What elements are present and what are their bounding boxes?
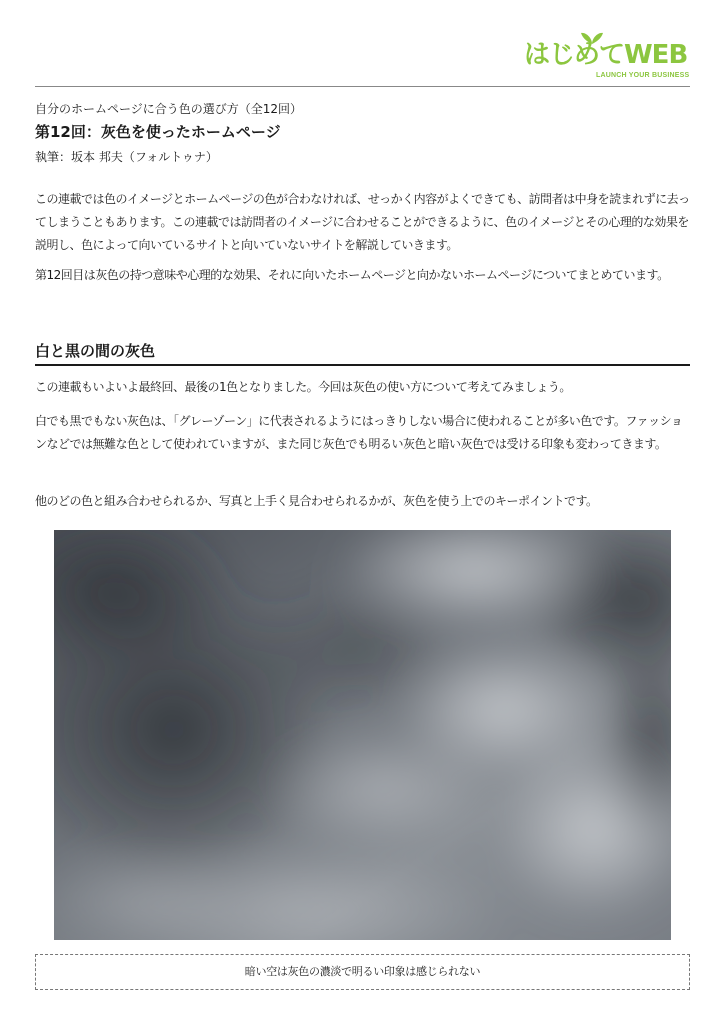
section-paragraph-3: 他のどの色と組み合わせられるか、写真と上手く見合わせられるかが、灰色を使う上でのキーポイントです。 [35,494,598,508]
logo-wordmark: はじめてWEB [524,40,688,70]
figure-caption-box [35,954,690,990]
logo-tagline: LAUNCH YOUR BUSINESS [596,72,690,79]
series-title: 自分のホームページに合う色の選び方（全12回） [35,102,303,116]
intro-paragraph-1: この連載では色のイメージとホームページの色が合わなければ、せっかく内容がよくできても、訪問者は中身を読まれずに去ってしまうこともあります。この連載では訪問者のイメージに合わせることができるように、色のイメージとその心理的な効果を説明し、色によって向いているサイトと向いていないサイトを解説していきます。 [35,192,690,252]
section-paragraph-2: 白でも黒でもない灰色は、「グレーゾーン」に代表されるようにはっきりしない場合に使われることが多い色です。ファッションなどでは無難な色として使われていますが、また同じ灰色でも明るい灰色と暗い灰色では受ける印象も変わってきます。 [35,414,683,451]
author-line: 執筆：坂本 邦夫（フォルトゥナ） [35,150,218,164]
cloudy-sky-photo [54,530,671,940]
section-paragraph-1: この連載もいよいよ最終回、最後の1色となりました。今回は灰色の使い方について考えてみましょう。 [35,380,571,394]
intro-paragraph-2: 第12回目は灰色の持つ意味や心理的な効果、それに向いたホームページと向かないホームページについてまとめています。 [35,268,669,282]
section-divider [35,364,690,366]
section-heading: 白と黒の間の灰色 [35,342,156,360]
figure-caption: 暗い空は灰色の濃淡で明るい印象は感じられない [244,965,481,978]
header-divider [35,86,690,87]
site-logo[interactable] [524,30,696,82]
page-title: 第12回：灰色を使ったホームページ [35,123,281,141]
